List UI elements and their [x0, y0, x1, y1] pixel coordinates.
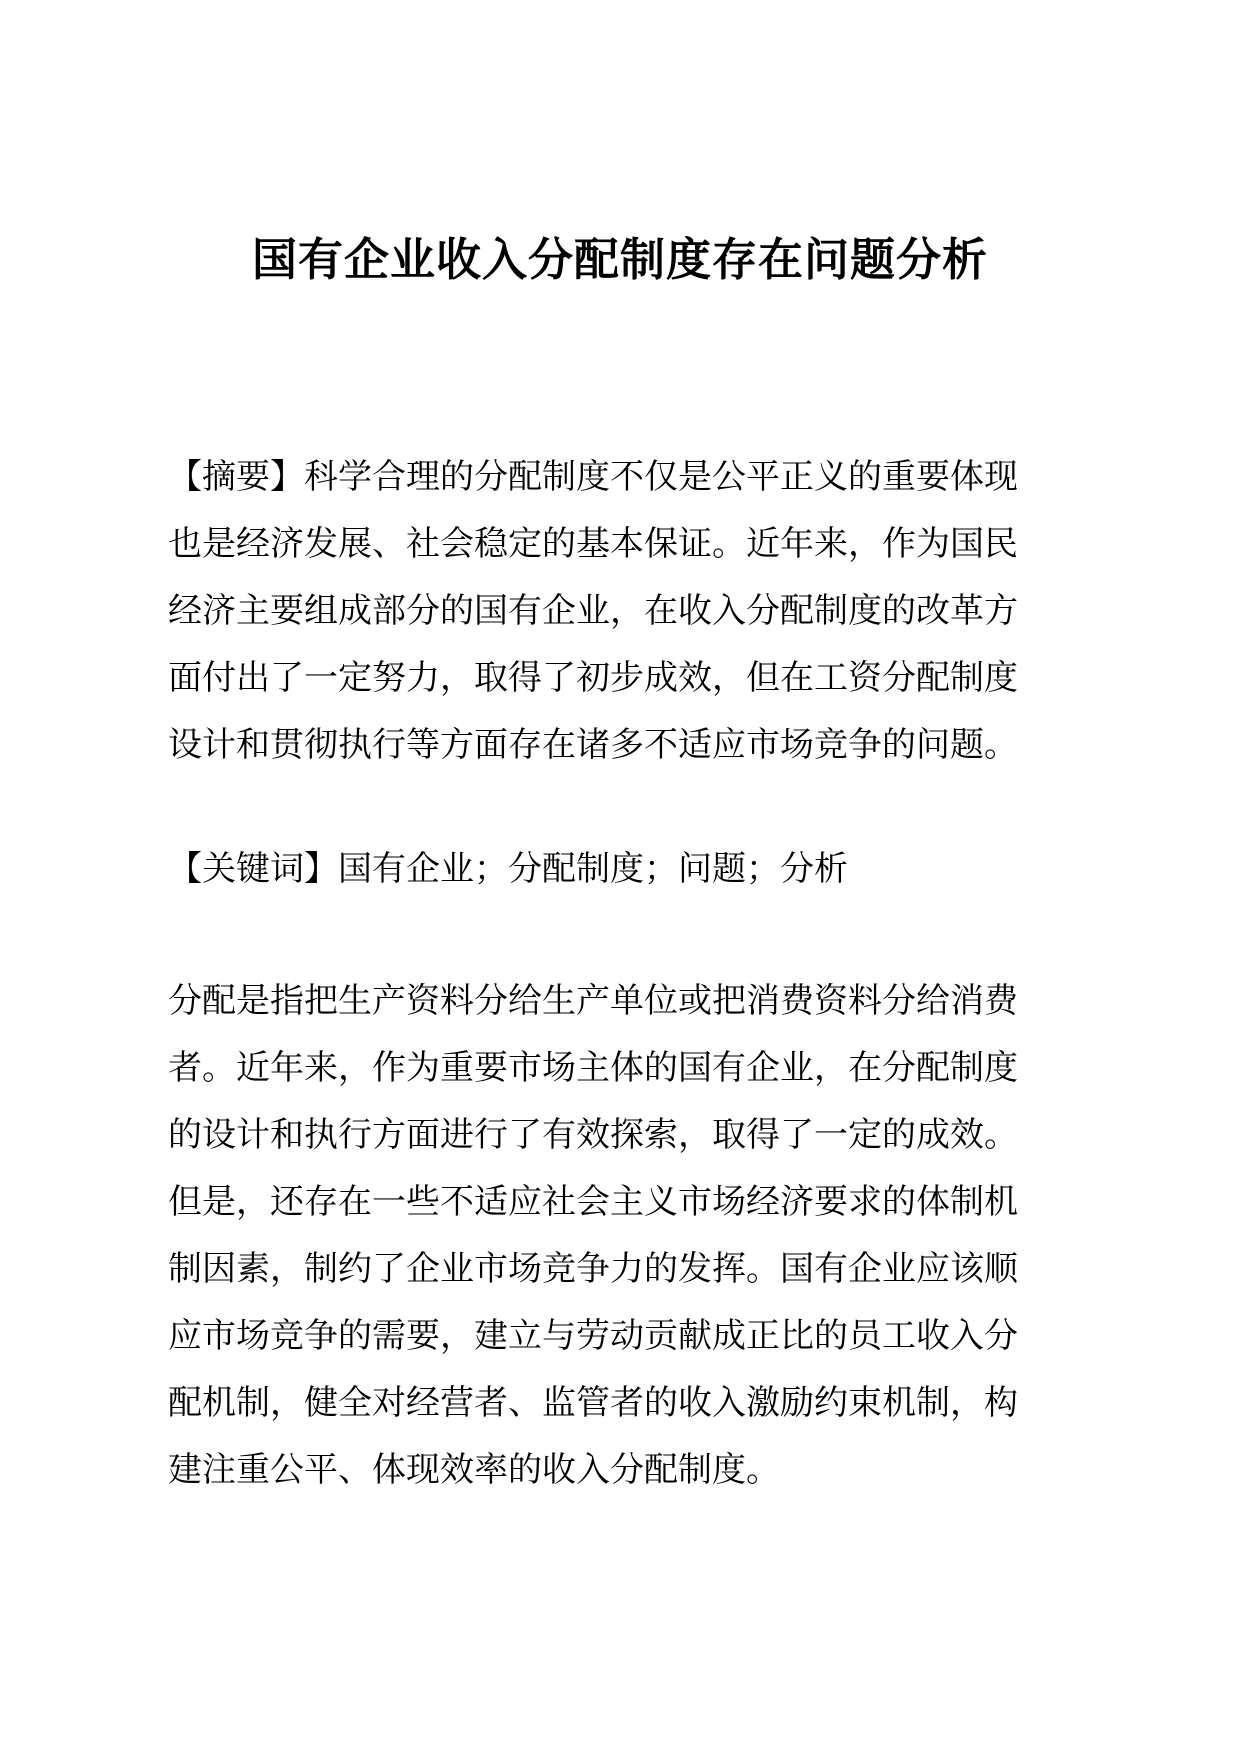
body-line: 者。近年来，作为重要市场主体的国有企业，在分配制度	[168, 1049, 1018, 1087]
body-line: 分配是指把生产资料分给生产单位或把消费资料分给消费	[168, 982, 1018, 1020]
document-title: 国有企业收入分配制度存在问题分析	[251, 234, 988, 286]
keywords-line: 【关键词】国有企业；分配制度；问题；分析	[168, 850, 848, 888]
body-line: 应市场竞争的需要，建立与劳动贡献成正比的员工收入分	[168, 1317, 1018, 1355]
abstract-line: 也是经济发展、社会稳定的基本保证。近年来，作为国民	[168, 525, 1018, 563]
abstract-line: 面付出了一定努力，取得了初步成效，但在工资分配制度	[168, 659, 1018, 697]
abstract-line: 【摘要】科学合理的分配制度不仅是公平正义的重要体现	[168, 458, 1018, 496]
keywords-paragraph	[168, 836, 1088, 903]
abstract-paragraph	[168, 444, 1088, 779]
body-line: 的设计和执行方面进行了有效探索，取得了一定的成效。	[168, 1116, 1018, 1154]
body-line: 建注重公平、体现效率的收入分配制度。	[168, 1451, 780, 1489]
body-line: 配机制，健全对经营者、监管者的收入激励约束机制，构	[168, 1384, 1018, 1422]
body-line: 但是，还存在一些不适应社会主义市场经济要求的体制机	[168, 1183, 1018, 1221]
abstract-line: 经济主要组成部分的国有企业，在收入分配制度的改革方	[168, 592, 1018, 630]
body-paragraph	[168, 968, 1088, 1504]
abstract-line: 设计和贯彻执行等方面存在诸多不适应市场竞争的问题。	[168, 726, 1018, 764]
body-line: 制因素，制约了企业市场竞争力的发挥。国有企业应该顺	[168, 1250, 1018, 1288]
